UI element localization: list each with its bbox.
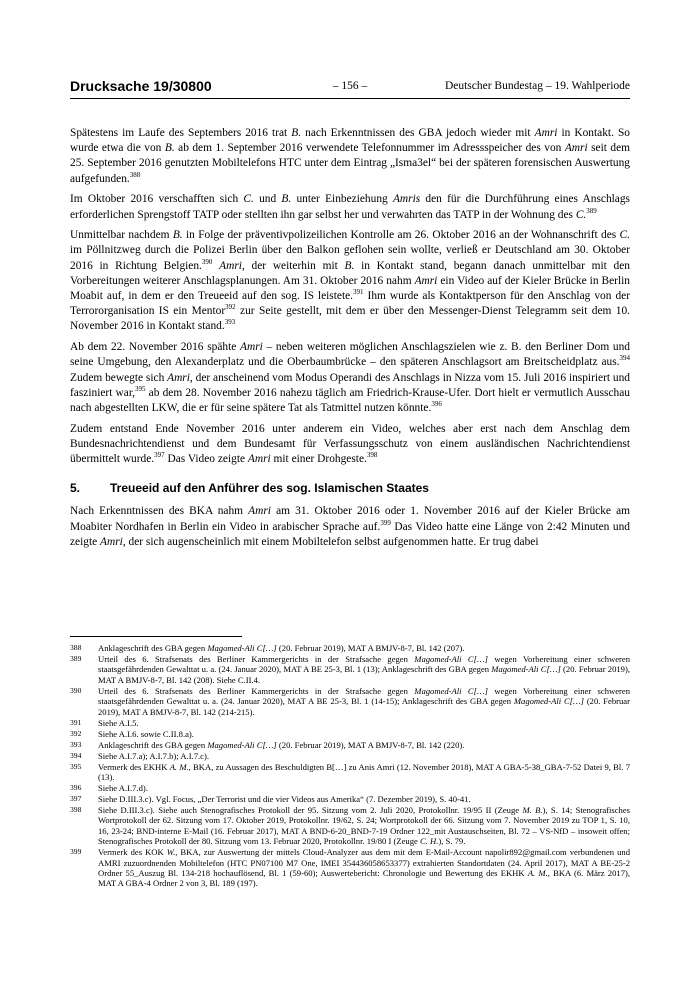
main-text — [70, 126, 630, 556]
footnote-number: 396 — [70, 783, 82, 793]
section-title: Treueeid auf den Anführer des sog. Islamischen Staates — [110, 481, 429, 496]
footnote — [70, 740, 630, 750]
footnote-number: 392 — [70, 728, 82, 738]
footnote-text: Siehe A.I.7.d). — [98, 783, 148, 794]
footnote-text: Siehe A.I.7.a); A.I.7.b); A.I.7.c). — [98, 750, 209, 761]
page-number: – 156 – — [332, 80, 368, 92]
footnote-number: 397 — [70, 794, 82, 804]
footnote-text: Vermerk des KOK W., BKA, zur Auswertung der mittels Cloud-Analyzer aus dem mit dem E-Mail-Account napolir892@gmail.com verbundenen und AMRI zuzuordnenden Mobiltelefon (HTC PN07100 M7 One, IMEI 354436058653377) extrahierten Standortdaten (24. April 2017), MAT A BE-25-2 Ordner 55_Auszug Bl. 134-218 hochauflösend, Bl. 1 (59-60); Auswertebericht: Chronologie und Bewertung des EKHK A. M., BKA (6. März 2017), MAT A GBA-4 Ordner 2 von 3, Bl. 189 (197). — [98, 847, 631, 889]
footnote — [70, 847, 630, 889]
paragraph: Zudem entstand Ende November 2016 unter anderem ein Video, welches aber erst nach dem Anschlag dem Bundesnachrichtendienst und dem Bundesamt für Verfassungsschutz von einem ausländischen Nachrichtendienst übermittelt wurde.$^{397}$ Das Video zeigte Amri mit einer Drohgeste.$^{398}$ — [70, 422, 630, 466]
footnote-number: 388 — [70, 643, 82, 652]
footnote — [70, 643, 630, 653]
paragraph: Ab dem 22. November 2016 spähte Amri – neben weiteren möglichen Anschlagszielen wie z. B. den Berliner Dom und seine Umgebung, den Alexanderplatz und die Oberbaumbrücke – den späteren Anschlagsort am Breitscheidplatz aus.$^{394}$ Zudem bewegte sich Amri, der anscheinend vom Modus Operandi des Anschlags in Nizza vom 15. Juli 2016 inspiriert und fasziniert war,$^{395}$ ab dem 28. November 2016 nahezu täglich am Friedrich-Krause-Ufer. Dort hielt er vermutlich Ausschau nach abgestellten LKW, die er für seine spätere Tat als Tatmittel nutzen könnte.$^{396}$ — [70, 341, 631, 414]
paragraph: Unmittelbar nachdem B. in Folge der präventivpolizeilichen Kontrolle am 26. Oktober 2016 an der Wohnanschrift des C. im Pöllnitzweg durch die Polizei Berlin über den Balkon geflohen sein wollte, verließ er Deutschland am 30. Oktober 2016 in Richtung Belgien.$^{390}$ Amri, der weiterhin mit B. in Kontakt stand, begann danach unmittelbar mit den Vorbereitungen weiterer Anschlagsplanungen. Am 31. Oktober 2016 nahm Amri ein Video auf der Kieler Brücke in Berlin Moabit auf, in dem er den Treueeid auf den sog. IS leistete.$^{391}$ Ihm wurde als Kontaktperson für den Anschlag von der Terrororganisation IS ein Mentor$^{392}$ zur Seite gestellt, mit dem er über den Messenger-Dienst Telegramm seit dem 10. November 2016 in Kontakt stand.$^{393}$ — [70, 229, 630, 333]
footnote-number: 391 — [70, 717, 82, 727]
footnote-text: Siehe A.I.6. sowie C.II.8.a). — [98, 728, 194, 739]
footnote-number: 399 — [70, 847, 82, 857]
paragraph: Im Oktober 2016 verschafften sich C. und B. unter Einbeziehung Amris den für die Durchführung eines Anschlags erforderlichen Sprengstoff TATP oder stellten ihn gar selbst her und verwahrten das TATP in der Wohnung des C.$^{389}$ — [70, 193, 630, 221]
footnotes — [70, 643, 630, 889]
footnote — [70, 751, 630, 761]
footnote-number: 398 — [70, 805, 82, 815]
footnote — [70, 686, 630, 717]
footnote-number: 395 — [70, 761, 82, 771]
doc-label: Drucksache 19/ — [70, 78, 173, 94]
footnote-text: Siehe D.III.3.c). Vgl. Focus, „Der Terrorist und die vier Videos aus Amerika“ (7. Dezember 2019), S. 40-41. — [98, 794, 471, 805]
paragraph: Spätestens im Laufe des Septembers 2016 trat B. nach Erkenntnissen des GBA jedoch wieder mit Amri in Kontakt. So wurde etwa die von B. ab dem 1. September 2016 verwendete Telefonnummer im Adressspeicher des von Amri seit dem 25. September 2016 genutzten Mobiltelefons HTC unter dem Eintrag „Isma3el“ bei der späteren forensischen Auswertung aufgefunden.$^{388}$ — [70, 127, 631, 185]
footnote — [70, 654, 630, 685]
footnote — [70, 729, 630, 739]
footnote-text: Urteil des 6. Strafsenats des Berliner Kammergerichts in der Strafsache gegen Magomed-Ali C[…] wegen Vorbereitung einer schweren staatsgefährdenden Gewalttat u. a. (24. Januar 2020), MAT A BE 25-3, Bl. 1 (13); Anklageschrift des GBA gegen Magomed-Ali C[…] (20. Februar 2019), MAT A BMJV-8-7, Bl. 142 (208). Siehe C.II.4. — [98, 654, 631, 685]
footnote-rule — [70, 636, 242, 637]
paragraph: Nach Erkenntnissen des BKA nahm Amri am 31. Oktober 2016 oder 1. November 2016 auf der Kieler Brücke am Moabiter Nordhafen in Berlin ein Video in arabischer Sprache auf.$^{399}$ Das Video hatte eine Länge von 2:42 Minuten und zeigte Amri, der sich augenscheinlich mit einem Mobiltelefon selbst aufgenommen hatte. Er trug dabei — [70, 505, 631, 548]
publisher: Deutscher Bundestag – 19. Wahlperiode — [444, 80, 630, 92]
page-header — [70, 80, 630, 98]
footnote — [70, 718, 630, 728]
footnote — [70, 762, 630, 783]
footnote-number: 389 — [70, 654, 82, 663]
footnote-text: Vermerk des EKHK A. M., BKA, zu Aussagen des Beschuldigten B[…] zu Anis Amri (12. November 2018), MAT A GBA-5-38_GBA-7-52 Datei 9, Bl. 7 (13). — [98, 761, 630, 783]
footnote-number: 394 — [70, 750, 82, 760]
doc-number: 30800 — [172, 78, 212, 94]
header-rule — [70, 98, 630, 99]
footnote — [70, 794, 630, 804]
footnote-number: 393 — [70, 739, 82, 749]
footnote-text: Urteil des 6. Strafsenats des Berliner Kammergerichts in der Strafsache gegen Magomed-Ali C[…] wegen Vorbereitung einer schweren staatsgefährdenden Gewalttat u. a. (24. Januar 2020), MAT A BE 25-3, Bl. 1 (14-15); Anklageschrift des GBA gegen Magomed-Ali C[…] (20. Februar 2019), MAT A BMJV-8-7, Bl. 142 (214-215). — [98, 685, 631, 717]
footnote — [70, 805, 630, 847]
section-heading — [70, 481, 630, 496]
footnote — [70, 783, 630, 793]
footnote-text: Anklageschrift des GBA gegen Magomed-Ali C[…] (20. Februar 2019), MAT A BMJV-8-7, Bl. 142 (207). — [98, 643, 465, 653]
footnote-number: 390 — [70, 685, 82, 695]
footnote-text: Siehe D.III.3.c). Siehe auch Stenografisches Protokoll der 95. Sitzung vom 2. Juli 2020, Protokollnr. 19/95 II (Zeuge M. B.), S. 14; Stenografisches Wortprotokoll der 62. Sitzung vom 17. Oktober 2019, Protokollnr. 19/62, S. 24; Wortprotokoll der 66. Sitzung vom 7. November 2019 zu TOP 1, S. 10, 16, 23-24; BND-interne E-Mail (16. Februar 2017), MAT A BND-6-20_BND-7-19 Ordner 122_mit Austauschseiten, Bl. 72 – VS-NfD – insoweit offen; Stenografisches Protokoll der 80. Sitzung vom 13. Februar 2020, Protokollnr. 19/80 I (Zeuge C. H.), S. 79. — [98, 805, 631, 847]
footnote-text: Anklageschrift des GBA gegen Magomed-Ali C[…] (20. Februar 2019), MAT A BMJV-8-7, Bl. 142 (220). — [98, 739, 465, 750]
section-number: 5. — [70, 481, 81, 496]
footnote-text: Siehe A.I.5. — [98, 717, 139, 728]
